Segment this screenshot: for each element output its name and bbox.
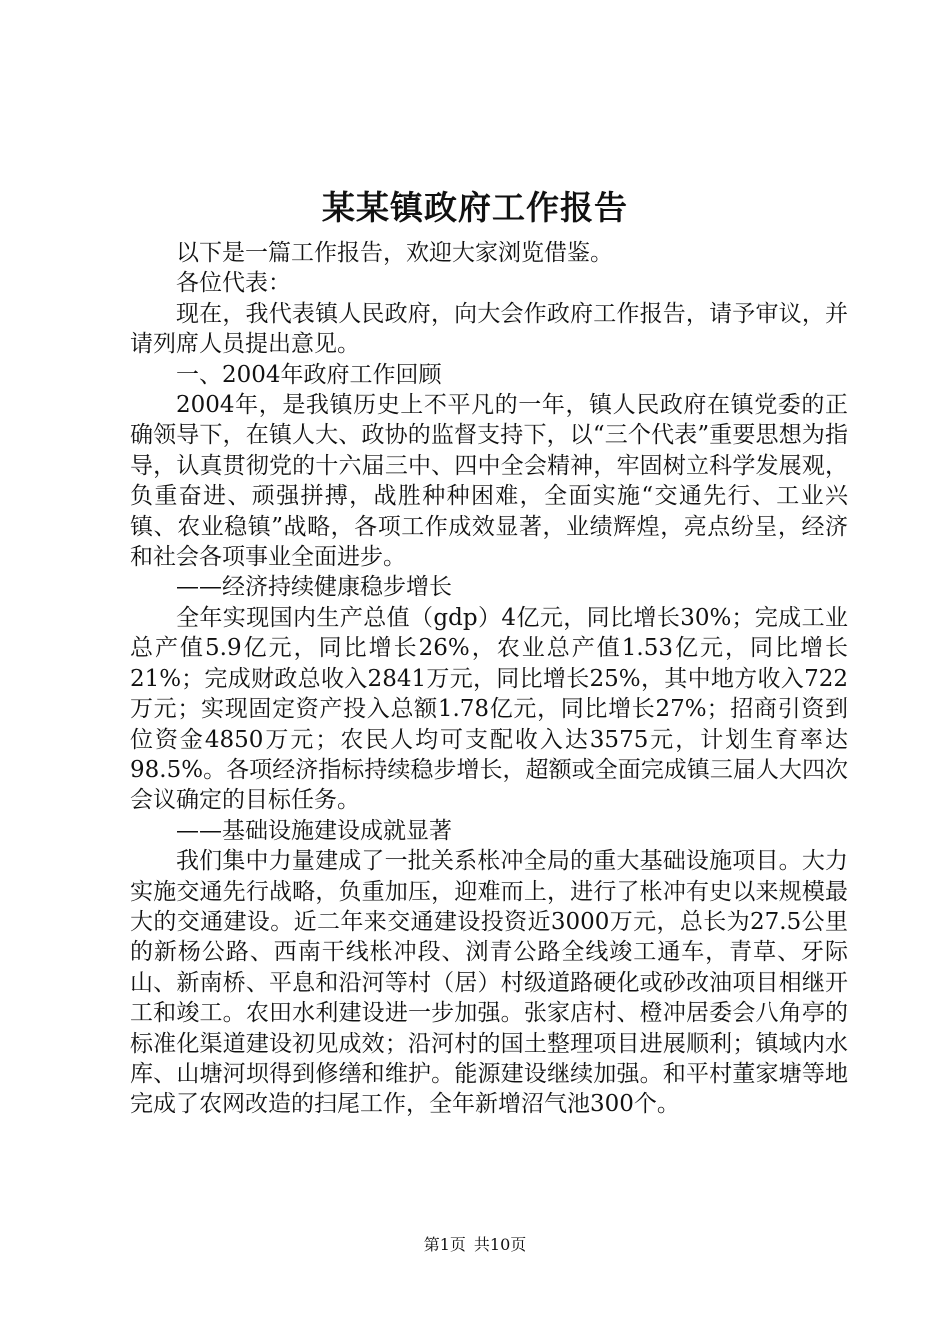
opening-paragraph: 现在，我代表镇人民政府，向大会作政府工作报告，请予审议，并请列席人员提出意见。 [130, 300, 848, 358]
page-number: 第1页 [423, 1235, 466, 1254]
document-body [130, 238, 848, 1120]
infrastructure-paragraph: 我们集中力量建成了一批关系枨冲全局的重大基础设施项目。大力实施交通先行战略，负重加压，迎难而上，进行了枨冲有史以来规模最大的交通建设。近二年来交通建设投资近3000万元，总长为27.5公里的新杨公路、西南干线枨冲段、浏青公路全线竣工通车，青草、牙际山、新南桥、平息和沿河等村（居）村级道路硬化或砂改油项目相继开工和竣工。农田水利建设进一步加强。张家店村、橙冲居委会八角亭的标准化渠道建设初见成效；沿河村的国土整理项目进展顺利；镇域内水库、山塘河坝得到修缮和维护。能源建设继续加强。和平村董家塘等地完成了农网改造的扫尾工作，全年新增沼气池300个。 [130, 848, 848, 1118]
economy-paragraph: 全年实现国内生产总值（gdp）4亿元，同比增长30%；完成工业总产值5.9亿元，同比增长26%，农业总产值1.53亿元，同比增长21%；完成财政总收入2841万元，同比增长25%，其中地方收入722万元；实现固定资产投入总额1.78亿元，同比增长27%；招商引资到位资金4850万元；农民人均可支配收入达3575元，计划生育率达98.5%。各项经济指标持续稳步增长，超额或全面完成镇三届人大四次会议确定的目标任务。 [130, 604, 848, 814]
document-title: 某某镇政府工作报告 [322, 188, 628, 227]
subheading-economy: ——经济持续健康稳步增长 [176, 574, 452, 601]
page-total: 共10页 [473, 1235, 527, 1254]
review-paragraph: 2004年，是我镇历史上不平凡的一年，镇人民政府在镇党委的正确领导下，在镇人大、政协的监督支持下，以“三个代表”重要思想为指导，认真贯彻党的十六届三中、四中全会精神，牢固树立科学发展观，负重奋进、顽强拼搏，战胜种种困难，全面实施“交通先行、工业兴镇、农业稳镇”战略，各项工作成效显著，业绩辉煌，亮点纷呈，经济和社会各项事业全面进步。 [130, 392, 848, 571]
intro-paragraph: 以下是一篇工作报告，欢迎大家浏览借鉴。 [176, 240, 613, 266]
section-heading: 一、2004年政府工作回顾 [176, 361, 442, 388]
page-footer [0, 1234, 950, 1256]
salutation-paragraph: 各位代表： [176, 270, 291, 297]
subheading-infrastructure: ——基础设施建设成就显著 [176, 817, 452, 844]
